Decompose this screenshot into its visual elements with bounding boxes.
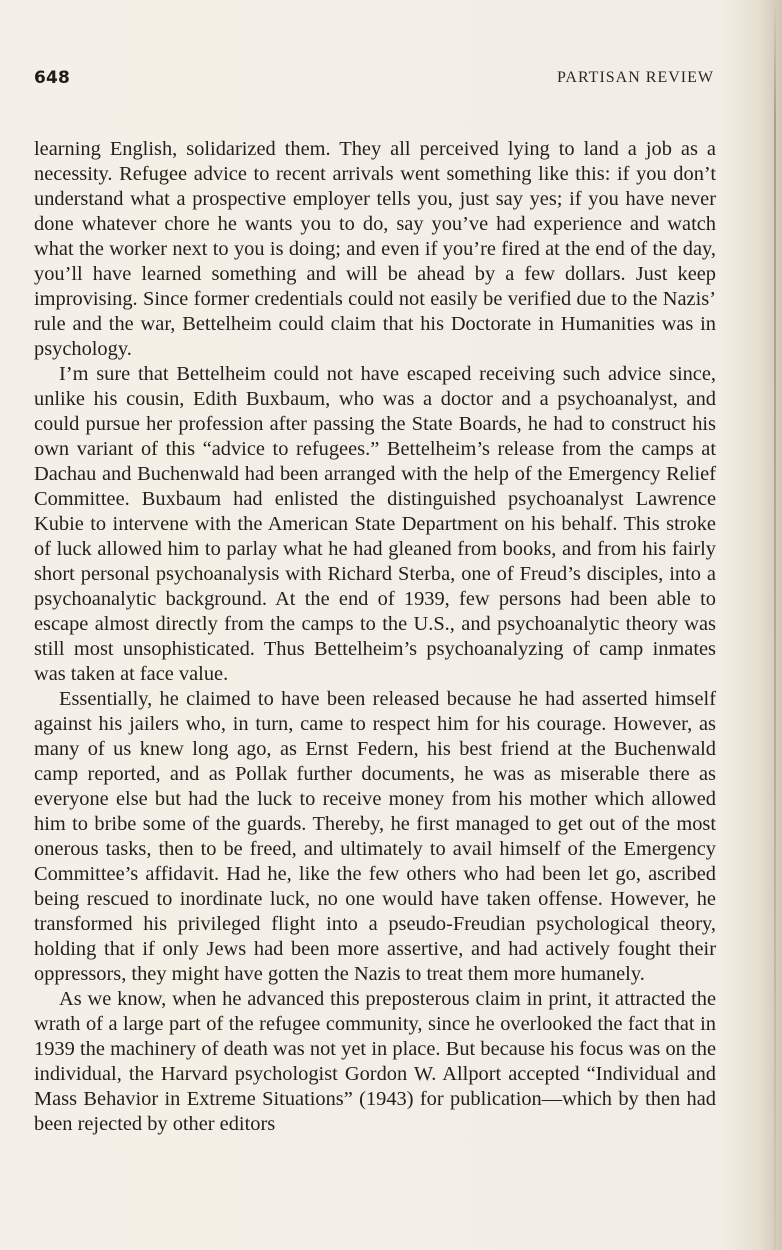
- running-head: PARTISAN REVIEW: [556, 69, 714, 86]
- paragraph-3: Essentially, he claimed to have been released because he had asserted himself against his jailers who, in turn, came to respect him for his courage. However, as many of us knew long ago, as Ernst Federn, his best friend at the Buchenwald camp reported, and as Pollak further documents, he was as miserable there as everyone else but had the luck to receive money from his mother which allowed him to bribe some of the guards. Thereby, he first managed to get out of the most onerous tasks, then to be freed, and ultimately to avail himself of the Emergency Committee’s affidavit. Had he, like the few others who had been let go, ascribed being rescued to inordinate luck, no one would have taken offense. However, he transformed his privileged flight into a pseudo-Freudian psychological theory, holding that if only Jews had been more assertive, and had actively fought their oppressors, they might have gotten the Nazis to treat them more humanely.: [34, 688, 716, 985]
- paragraph-2: I’m sure that Bettelheim could not have escaped receiving such advice since, unlike his cousin, Edith Buxbaum, who was a doctor and a psychoanalyst, and could pursue her profession after passing the State Boards, he had to construct his own variant of this “advice to refugees.” Bettelheim’s release from the camps at Dachau and Buchenwald had been arranged with the help of the Emergency Relief Committee. Buxbaum had enlisted the distinguished psychoanalyst Lawrence Kubie to intervene with the American State Department on his behalf. This stroke of luck allowed him to parlay what he had gleaned from books, and from his fairly short personal psychoanalysis with Richard Sterba, one of Freud’s disciples, into a psychoanalytic background. At the end of 1939, few persons had been able to escape almost directly from the camps to the U.S., and psychoanalytic theory was still most unsophisticated. Thus Bettelheim’s psychoanalyzing of camp inmates was taken at face value.: [34, 363, 716, 685]
- paragraph-4: As we know, when he advanced this preposterous claim in print, it attracted the wrath of a large part of the refugee community, since he overlooked the fact that in 1939 the machinery of death was not yet in place. But because his focus was on the individual, the Harvard psychologist Gordon W. Allport accepted “Individual and Mass Behavior in Extreme Situations” (1943) for publication—which by then had been rejected by other editors: [34, 988, 716, 1135]
- body-text: [34, 137, 716, 1137]
- page-number: 648: [34, 68, 71, 88]
- page-header: [34, 68, 714, 94]
- paragraph-1: learning English, solidarized them. They all perceived lying to land a job as a necessity. Refugee advice to recent arrivals went something like this: if you don’t understand what a prospective employer tells you, just say yes; if you have never done whatever chore he wants you to do, say you’ve had experience and watch what the worker next to you is doing; and even if you’re fired at the end of the day, you’ll have learned something and will be ahead by a few dollars. Just keep improvising. Since former credentials could not easily be verified due to the Nazis’ rule and the war, Bettelheim could claim that his Doctorate in Humanities was in psychology.: [34, 138, 716, 360]
- page-binding-edge: [774, 0, 776, 1250]
